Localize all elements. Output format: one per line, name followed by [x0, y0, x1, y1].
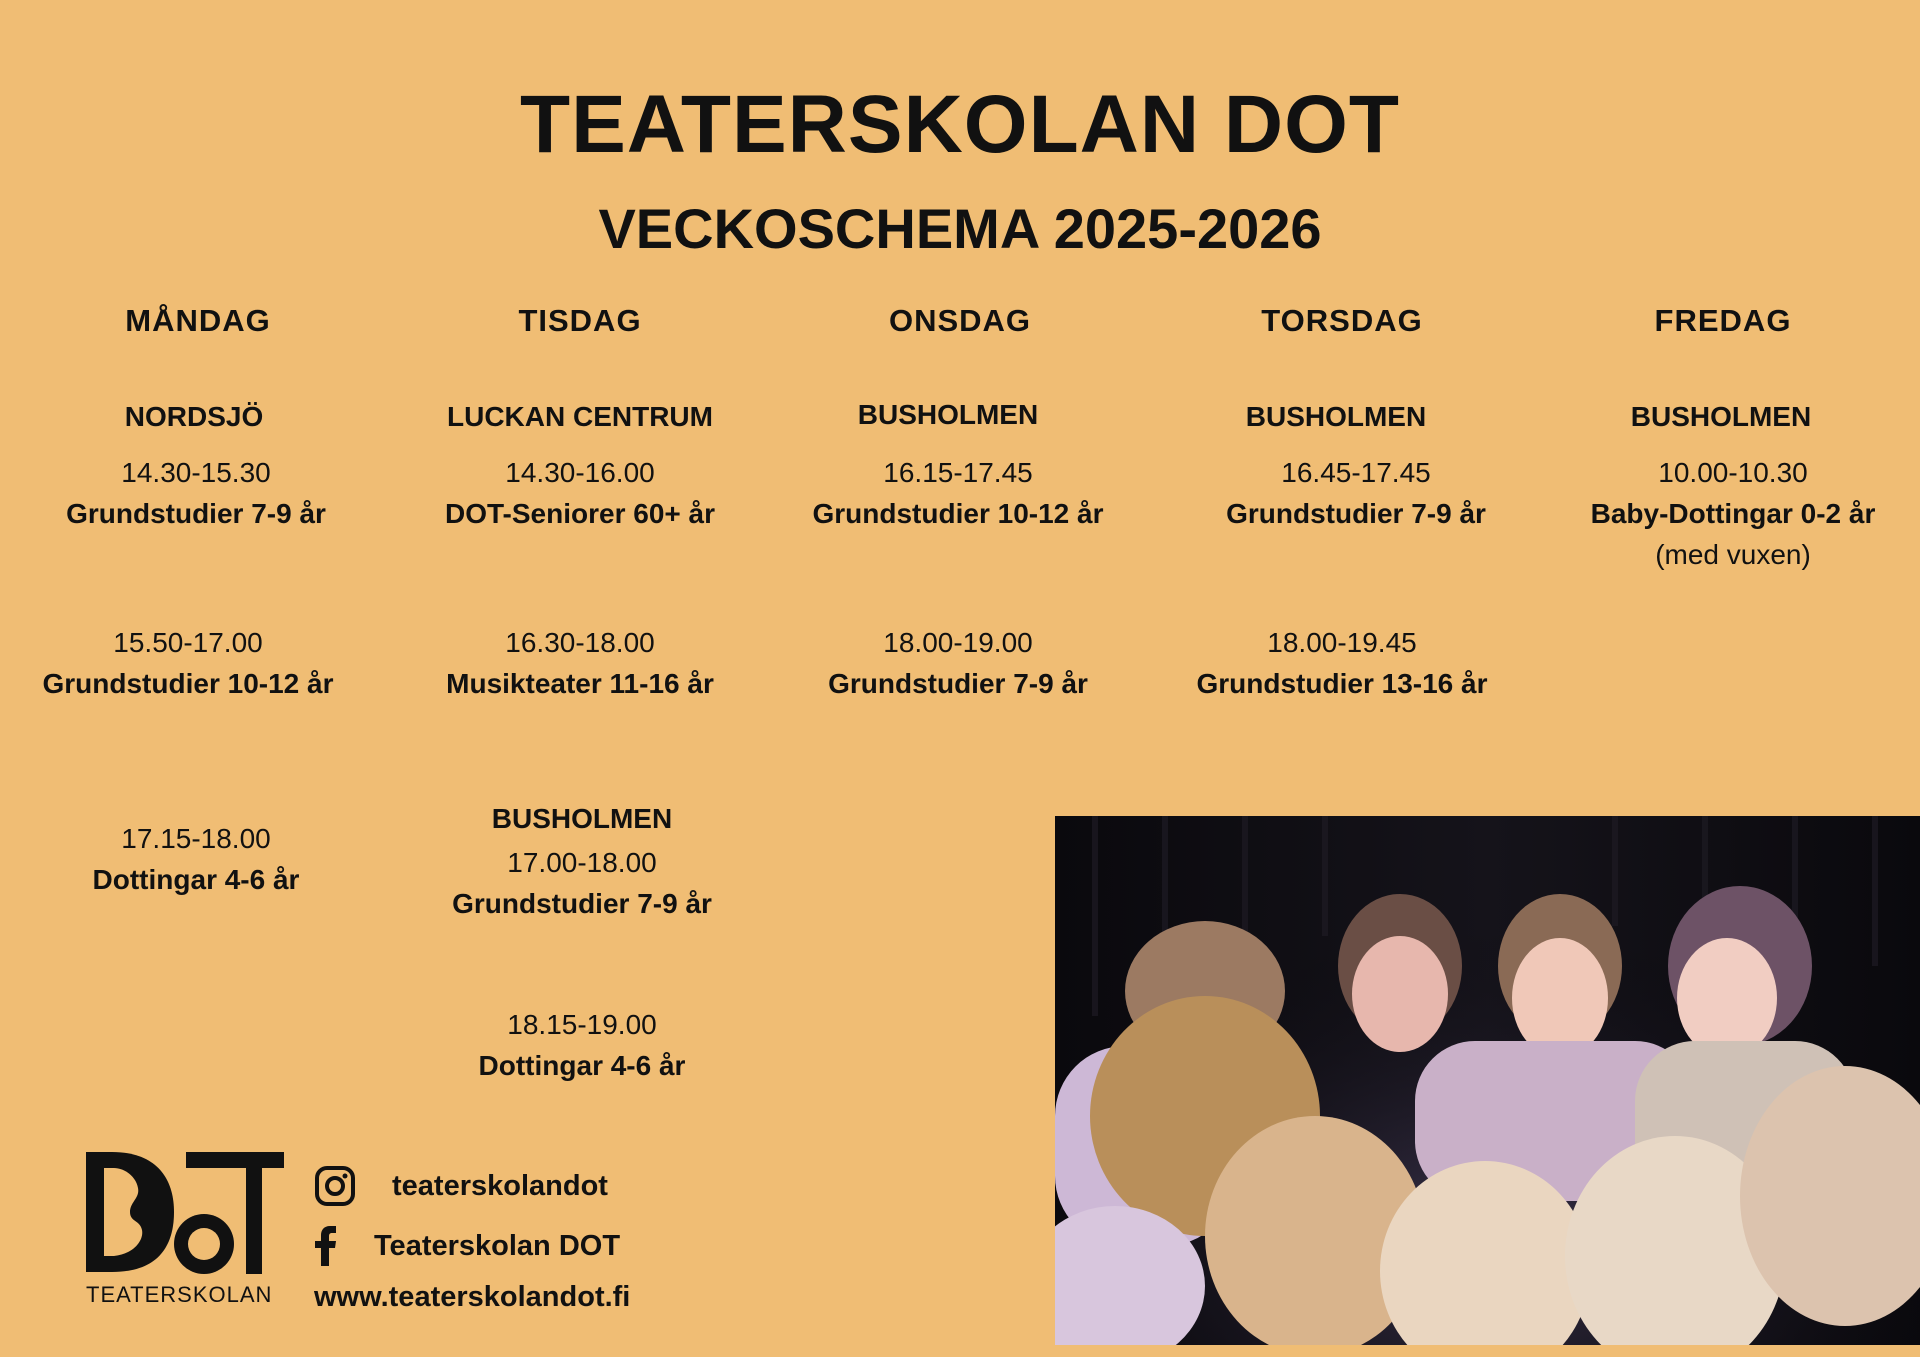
slot-class: Grundstudier 7-9 år — [66, 498, 326, 529]
slot-class: Dottingar 4-6 år — [478, 1050, 686, 1081]
slot-class: DOT-Seniorer 60+ år — [444, 498, 715, 529]
location-label: LUCKAN CENTRUM — [447, 401, 713, 432]
schedule-slot — [1166, 452, 1546, 534]
logo-text: TEATERSKOLAN — [86, 1282, 273, 1307]
slot-note: (med vuxen) — [1655, 539, 1811, 570]
schedule-slot — [0, 622, 378, 704]
website-url: www.teaterskolandot.fi — [314, 1280, 631, 1313]
location-label: BUSHOLMEN — [491, 803, 673, 834]
day-header-thursday: TORSDAG — [1261, 303, 1423, 338]
location-label: BUSHOLMEN — [1245, 401, 1427, 432]
day-header-monday: MÅNDAG — [125, 303, 271, 338]
slot-class: Dottingar 4-6 år — [92, 864, 300, 895]
facebook-icon — [314, 1225, 338, 1267]
slot-time: 14.30-16.00 — [505, 457, 655, 488]
instagram-handle: teaterskolandot — [392, 1169, 608, 1202]
slot-class: Grundstudier 7-9 år — [1226, 498, 1486, 529]
group-photo — [1055, 816, 1920, 1345]
dot-logo — [82, 1148, 287, 1308]
schedule-slot — [768, 452, 1148, 534]
slot-class: Grundstudier 10-12 år — [812, 498, 1104, 529]
facebook-name: Teaterskolan DOT — [374, 1229, 621, 1262]
slot-class: Baby-Dottingar 0-2 år — [1590, 498, 1876, 529]
page-subtitle: VECKOSCHEMA 2025-2026 — [598, 197, 1322, 260]
dot-logo-mark — [82, 1148, 287, 1278]
schedule-slot — [390, 622, 770, 704]
location-label: BUSHOLMEN — [857, 399, 1039, 430]
slot-class: Grundstudier 10-12 år — [42, 668, 334, 699]
instagram-icon — [314, 1165, 356, 1207]
website-link[interactable] — [314, 1272, 630, 1322]
slot-time: 10.00-10.30 — [1658, 457, 1808, 488]
slot-time: 18.00-19.00 — [883, 627, 1033, 658]
location-label: BUSHOLMEN — [1630, 401, 1812, 432]
schedule-slot — [768, 622, 1148, 704]
slot-time: 18.00-19.45 — [1267, 627, 1417, 658]
facebook-link[interactable] — [314, 1221, 620, 1271]
slot-time: 16.15-17.45 — [883, 457, 1033, 488]
day-header-friday: FREDAG — [1654, 303, 1792, 338]
instagram-link[interactable] — [314, 1161, 608, 1211]
schedule-slot — [392, 842, 772, 924]
schedule-slot — [6, 452, 386, 534]
photo-illustration — [1055, 816, 1920, 1345]
slot-time: 16.30-18.00 — [505, 627, 655, 658]
page-title: TEATERSKOLAN DOT — [519, 79, 1400, 170]
schedule-slot — [390, 452, 770, 534]
slot-class: Musikteater 11-16 år — [446, 668, 714, 699]
location-label: NORDSJÖ — [124, 401, 264, 432]
day-header-tuesday: TISDAG — [518, 303, 642, 338]
schedule-slot — [1152, 622, 1532, 704]
schedule-slot — [1528, 452, 1920, 575]
slot-time: 14.30-15.30 — [121, 457, 271, 488]
schedule-slot — [392, 1004, 772, 1086]
slot-time: 18.15-19.00 — [507, 1009, 657, 1040]
slot-time: 15.50-17.00 — [113, 627, 263, 658]
slot-class: Grundstudier 13-16 år — [1196, 668, 1488, 699]
schedule-slot — [6, 818, 386, 900]
slot-time: 16.45-17.45 — [1281, 457, 1431, 488]
day-header-wednesday: ONSDAG — [888, 303, 1032, 338]
slot-class: Grundstudier 7-9 år — [452, 888, 712, 919]
slot-time: 17.00-18.00 — [507, 847, 657, 878]
slot-time: 17.15-18.00 — [121, 823, 271, 854]
slot-class: Grundstudier 7-9 år — [828, 668, 1088, 699]
